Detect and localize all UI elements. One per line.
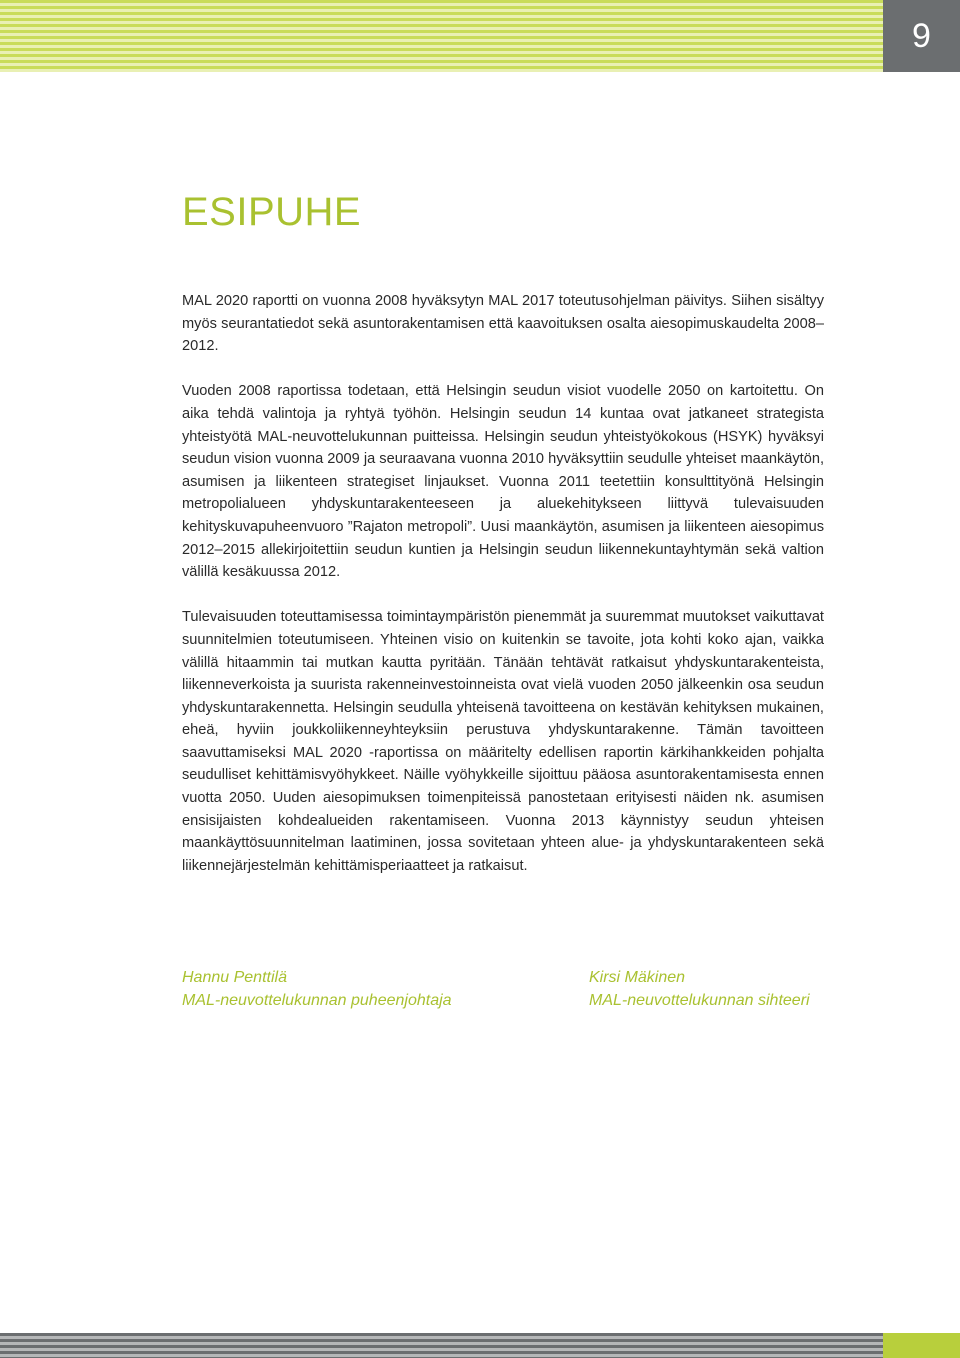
signature-role: MAL-neuvottelukunnan sihteeri (589, 991, 810, 1009)
paragraph-intro: MAL 2020 raportti on vuonna 2008 hyväksytyn MAL 2017 toteutusohjelman päivitys. Siihen sisältyy myös seurantatiedot sekä asuntorakentamisen että kaavoituksen osalta aiesopimuskaudelta 2008–2012. (182, 293, 824, 355)
page-title: ESIPUHE (182, 190, 362, 234)
signature-secretary (589, 967, 810, 1012)
paragraph-future: Tulevaisuuden toteuttamisessa toimintaympäristön pienemmät ja suuremmat muutokset vaikuttavat suunnitelmien toteutumiseen. Yhteinen visio on kuitenkin se tavoite, jota kohti koko ajan, vaikka välillä hitaammin tai mutkan kautta pyritään. Tänään tehtävät ratkaisut yhdyskuntarakenteista, liikenneverkoista ja suurista rakenneinvestoinneista ovat vielä vuoden 2050 jälkeenkin osa seudun yhdyskuntarakennetta. Helsingin seudulla yhteisenä tavoitteena on kestävän kehityksen mukainen, eheä, hyviin joukkoliikenneyhteyksiin perustuva yhdyskuntarakenne. Tämän tavoitteen saavuttamiseksi MAL 2020 -raportissa on määritelty edellisen raportin kärkihankkeiden pohjalta seudulliset kehittämisvyöhykkeet. Näille vyöhykkeille sijoittuu pääosa asuntorakentamisesta ennen vuotta 2050. Uuden aiesopimuksen toimenpiteissä panostetaan erityisesti näiden nk. asumisen ensisijaisten kohdealueiden rakentamiseen. Vuonna 2013 käynnistyy seudun yhteisen maankäyttösuunnitelman laatiminen, jossa sovitetaan yhteen alue- ja yhdyskuntarakenteen sekä liikennejärjestelmän kehittämisperiaatteet ja ratkaisut. (182, 609, 824, 874)
body-text (182, 290, 824, 900)
signature-name: Kirsi Mäkinen (589, 969, 686, 986)
page-number-box (883, 0, 960, 72)
signature-chair (182, 967, 452, 1012)
paragraph-strategy: Vuoden 2008 raportissa todetaan, että Helsingin seudun visiot vuodelle 2050 on kartoitettu. On aika tehdä valintoja ja ryhtyä työhön. Helsingin seudun 14 kuntaa ovat jatkaneet strategista yhteistyötä MAL-neuvottelukunnan puitteissa. Helsingin seudun yhteistyökokous (HSYK) hyväksyi seudun vision vuonna 2009 ja seuraavana vuonna 2010 hyväksyttiin seudulle yhteiset maankäytön, asumisen ja liikenteen strategiset linjaukset. Vuonna 2011 teetettiin konsulttityönä Helsingin metropolialueen yhdyskuntarakenteeseen ja aluekehitykseen liittyvä tulevaisuuden kehityskuvapuheenvuoro ”Rajaton metropoli”. Uusi maankäytön, asumisen ja liikenteen aiesopimus 2012–2015 allekirjoitettiin seudun kuntien ja Helsingin seudun liikennekuntayhtymän sekä valtion välillä kesäkuussa 2012. (182, 383, 824, 581)
signature-role: MAL-neuvottelukunnan puheenjohtaja (182, 991, 452, 1009)
header-stripe-band (0, 0, 883, 72)
page-number: 9 (912, 16, 931, 55)
footer-stripe-band (0, 1333, 883, 1358)
signature-name: Hannu Penttilä (182, 969, 287, 986)
footer-accent-block (883, 1333, 960, 1358)
